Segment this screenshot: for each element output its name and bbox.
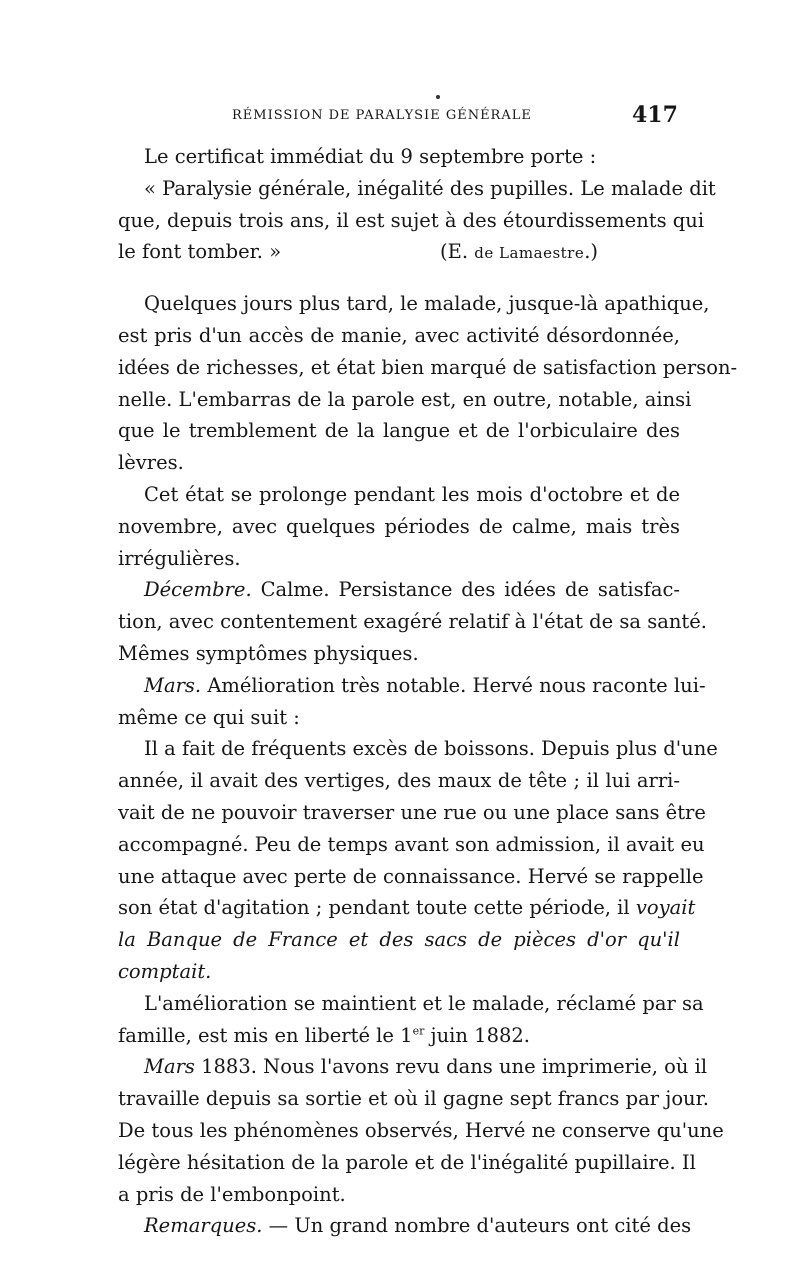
text-line: année, il avait des vertiges, des maux de tête ; il lui arri- (118, 769, 680, 793)
ink-dot (436, 95, 440, 99)
page-number: 417 (632, 102, 678, 128)
text-line: vait de ne pouvoir traverser une rue ou une place sans être (118, 800, 706, 824)
author-citation (440, 236, 598, 270)
text-line: idées de richesses, et état bien marqué de satisfaction person- (118, 355, 738, 379)
text-line: accompagné. Peu de temps avant son admission, il avait eu (118, 832, 705, 856)
text-line: a pris de l'embonpoint. (118, 1182, 346, 1206)
text-line: Mêmes symptômes physiques. (118, 641, 419, 665)
text-line: une attaque avec perte de connaissance. Hervé se rappelle (118, 864, 704, 888)
text-line: De tous les phénomènes observés, Hervé ne conserve qu'une (118, 1118, 724, 1142)
running-head (0, 102, 800, 132)
text-fragment: — Un grand nombre d'auteurs ont cité des (262, 1214, 692, 1238)
text-line: légère hésitation de la parole et de l'inégalité pupillaire. Il (118, 1150, 696, 1174)
text-fragment: le font tomber. » (118, 240, 282, 264)
text-line (118, 1210, 692, 1242)
superscript: er (412, 1024, 425, 1038)
text-fragment: juin 1882. (424, 1023, 530, 1047)
text-line: Cet état se prolonge pendant les mois d'octobre et de (144, 482, 680, 506)
italic-date: Décembre. (144, 578, 252, 602)
text-line: nelle. L'embarras de la parole est, en outre, notable, ainsi (118, 387, 692, 411)
text-fragment: Amélioration très notable. Hervé nous raconte lui- (201, 673, 706, 697)
text-line: lèvres. (118, 451, 184, 475)
text-line: que, depuis trois ans, il est sujet à des étourdissements qui (118, 208, 705, 232)
text-line (118, 892, 696, 924)
author-name: de Lamaestre (474, 244, 585, 263)
text-line: est pris d'un accès de manie, avec activité désordonnée, (118, 323, 680, 347)
text-line (118, 574, 680, 606)
text-line: Il a fait de fréquents excès de boissons. Depuis plus d'une (144, 737, 718, 761)
text-line: Le certificat immédiat du 9 septembre porte : (144, 145, 597, 168)
signature-line (118, 236, 680, 268)
italic-fragment: voyait (635, 896, 696, 920)
text-fragment: famille, est mis en liberté le 1 (118, 1023, 413, 1047)
text-line: « Paralysie générale, inégalité des pupilles. Le malade dit (144, 176, 716, 200)
paragraph-gap (118, 268, 680, 288)
italic-date: Mars. (144, 673, 202, 697)
text-line: travaille depuis sa sortie et où il gagne sept francs par jour. (118, 1087, 709, 1111)
text-line (118, 1051, 708, 1083)
text-fragment: (E. (440, 240, 475, 264)
text-line: Quelques jours plus tard, le malade, jusque-là apathique, (144, 292, 710, 316)
text-fragment: .) (584, 240, 599, 264)
text-fragment: 1883. Nous l'avons revu dans une imprimerie, où il (194, 1055, 708, 1079)
text-line: L'amélioration se maintient et le malade, réclamé par sa (144, 991, 704, 1015)
text-line: irrégulières. (118, 546, 241, 570)
text-fragment: Calme. Persistance des idées de satisfac- (251, 578, 680, 602)
page-body (118, 141, 738, 1242)
text-line: la Banque de France et des sacs de pièces d'or qu'il (118, 928, 680, 952)
text-line: que le tremblement de la langue et de l'orbiculaire des (118, 419, 680, 443)
running-title: RÉMISSION DE PARALYSIE GÉNÉRALE (232, 108, 532, 123)
text-line (118, 1020, 680, 1052)
text-line (118, 670, 706, 702)
text-line: tion, avec contentement exagéré relatif à l'état de sa santé. (118, 610, 707, 634)
italic-date: Mars (144, 1055, 195, 1079)
text-fragment: son état d'agitation ; pendant toute cette période, il (118, 896, 636, 920)
text-line: novembre, avec quelques périodes de calme, mais très (118, 514, 680, 538)
italic-heading: Remarques. (144, 1214, 263, 1238)
text-line: comptait. (118, 959, 212, 983)
text-line: même ce qui suit : (118, 705, 300, 729)
